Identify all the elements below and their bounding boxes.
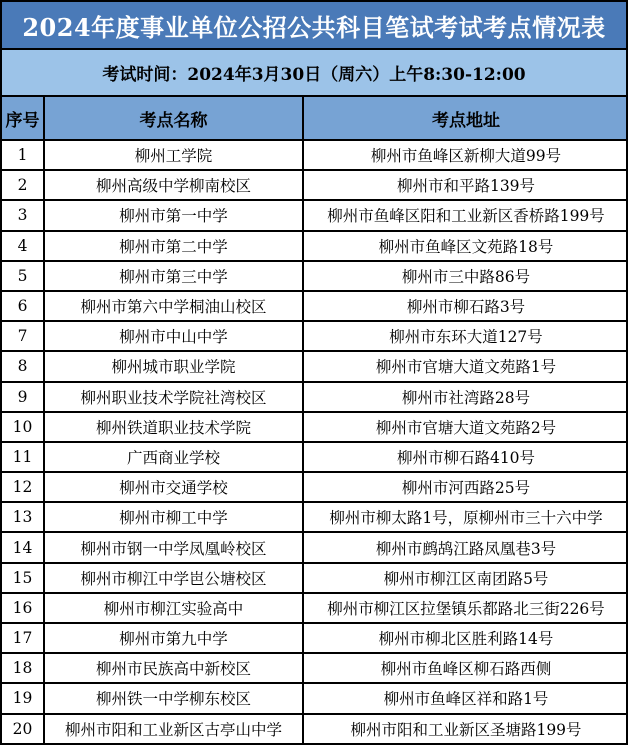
column-header-name: 考点名称 [44, 97, 303, 140]
table-row [2, 502, 628, 532]
table-row [2, 231, 628, 261]
site-address-cell: 柳州市柳太路1号，原柳州市三十六中学 [303, 502, 628, 532]
row-number-cell: 19 [2, 683, 44, 713]
row-number-cell: 15 [2, 563, 44, 593]
row-number-cell: 4 [2, 231, 44, 261]
site-address-cell: 柳州市官塘大道文苑路2号 [303, 412, 628, 442]
row-number-cell: 17 [2, 623, 44, 653]
row-number-cell: 10 [2, 412, 44, 442]
site-address-cell: 柳州市鱼峰区新柳大道99号 [303, 140, 628, 170]
column-header-address: 考点地址 [303, 97, 628, 140]
table-row [2, 321, 628, 351]
site-name-cell: 广西商业学校 [44, 442, 303, 472]
site-name-cell: 柳州市第六中学桐油山校区 [44, 291, 303, 321]
table-row [2, 714, 628, 743]
table-row [2, 291, 628, 321]
row-number-cell: 3 [2, 200, 44, 230]
site-address-cell: 柳州市东环大道127号 [303, 321, 628, 351]
site-address-cell: 柳州市鱼峰区柳石路西侧 [303, 653, 628, 683]
site-name-cell: 柳州市第一中学 [44, 200, 303, 230]
site-name-cell: 柳州职业技术学院社湾校区 [44, 382, 303, 412]
exam-time-subtitle: 考试时间：2024年3月30日（周六）上午8:30-12:00 [2, 50, 626, 97]
site-name-cell: 柳州市阳和工业新区古亭山中学 [44, 714, 303, 743]
table-row [2, 140, 628, 170]
site-name-cell: 柳州市柳工中学 [44, 502, 303, 532]
row-number-cell: 12 [2, 472, 44, 502]
column-header-number: 序号 [2, 97, 44, 140]
row-number-cell: 13 [2, 502, 44, 532]
table-row [2, 382, 628, 412]
site-name-cell: 柳州市第三中学 [44, 261, 303, 291]
site-name-cell: 柳州市柳江中学岜公塘校区 [44, 563, 303, 593]
row-number-cell: 20 [2, 714, 44, 743]
table-body [2, 140, 628, 743]
site-address-cell: 柳州市官塘大道文苑路1号 [303, 351, 628, 381]
site-name-cell: 柳州市第二中学 [44, 231, 303, 261]
site-address-cell: 柳州市柳石路3号 [303, 291, 628, 321]
table-row [2, 261, 628, 291]
site-name-cell: 柳州高级中学柳南校区 [44, 170, 303, 200]
row-number-cell: 6 [2, 291, 44, 321]
table-row [2, 593, 628, 623]
site-name-cell: 柳州市中山中学 [44, 321, 303, 351]
site-address-cell: 柳州市柳江区拉堡镇乐都路北三街226号 [303, 593, 628, 623]
row-number-cell: 1 [2, 140, 44, 170]
site-address-cell: 柳州市鹧鸪江路凤凰巷3号 [303, 532, 628, 562]
site-name-cell: 柳州市民族高中新校区 [44, 653, 303, 683]
row-number-cell: 11 [2, 442, 44, 472]
table-row [2, 351, 628, 381]
site-address-cell: 柳州市和平路139号 [303, 170, 628, 200]
table-row [2, 472, 628, 502]
row-number-cell: 9 [2, 382, 44, 412]
site-name-cell: 柳州市钢一中学凤凰岭校区 [44, 532, 303, 562]
table-row [2, 563, 628, 593]
site-name-cell: 柳州市柳江实验高中 [44, 593, 303, 623]
table-row [2, 412, 628, 442]
site-address-cell: 柳州市柳江区南团路5号 [303, 563, 628, 593]
row-number-cell: 16 [2, 593, 44, 623]
site-address-cell: 柳州市鱼峰区祥和路1号 [303, 683, 628, 713]
table-row [2, 532, 628, 562]
exam-site-table [2, 97, 628, 743]
site-address-cell: 柳州市三中路86号 [303, 261, 628, 291]
site-address-cell: 柳州市柳北区胜利路14号 [303, 623, 628, 653]
page-title: 2024年度事业单位公招公共科目笔试考试考点情况表 [2, 2, 626, 50]
table-row [2, 200, 628, 230]
site-name-cell: 柳州铁一中学柳东校区 [44, 683, 303, 713]
row-number-cell: 8 [2, 351, 44, 381]
table-row [2, 623, 628, 653]
row-number-cell: 14 [2, 532, 44, 562]
table-row [2, 653, 628, 683]
table-row [2, 170, 628, 200]
row-number-cell: 7 [2, 321, 44, 351]
site-address-cell: 柳州市河西路25号 [303, 472, 628, 502]
site-address-cell: 柳州市鱼峰区阳和工业新区香桥路199号 [303, 200, 628, 230]
site-name-cell: 柳州市第九中学 [44, 623, 303, 653]
row-number-cell: 2 [2, 170, 44, 200]
table-header-row [2, 97, 628, 140]
site-name-cell: 柳州城市职业学院 [44, 351, 303, 381]
row-number-cell: 5 [2, 261, 44, 291]
site-address-cell: 柳州市社湾路28号 [303, 382, 628, 412]
site-address-cell: 柳州市鱼峰区文苑路18号 [303, 231, 628, 261]
row-number-cell: 18 [2, 653, 44, 683]
site-address-cell: 柳州市柳石路410号 [303, 442, 628, 472]
site-name-cell: 柳州市交通学校 [44, 472, 303, 502]
table-row [2, 442, 628, 472]
table-row [2, 683, 628, 713]
site-address-cell: 柳州市阳和工业新区圣塘路199号 [303, 714, 628, 743]
site-name-cell: 柳州工学院 [44, 140, 303, 170]
site-name-cell: 柳州铁道职业技术学院 [44, 412, 303, 442]
